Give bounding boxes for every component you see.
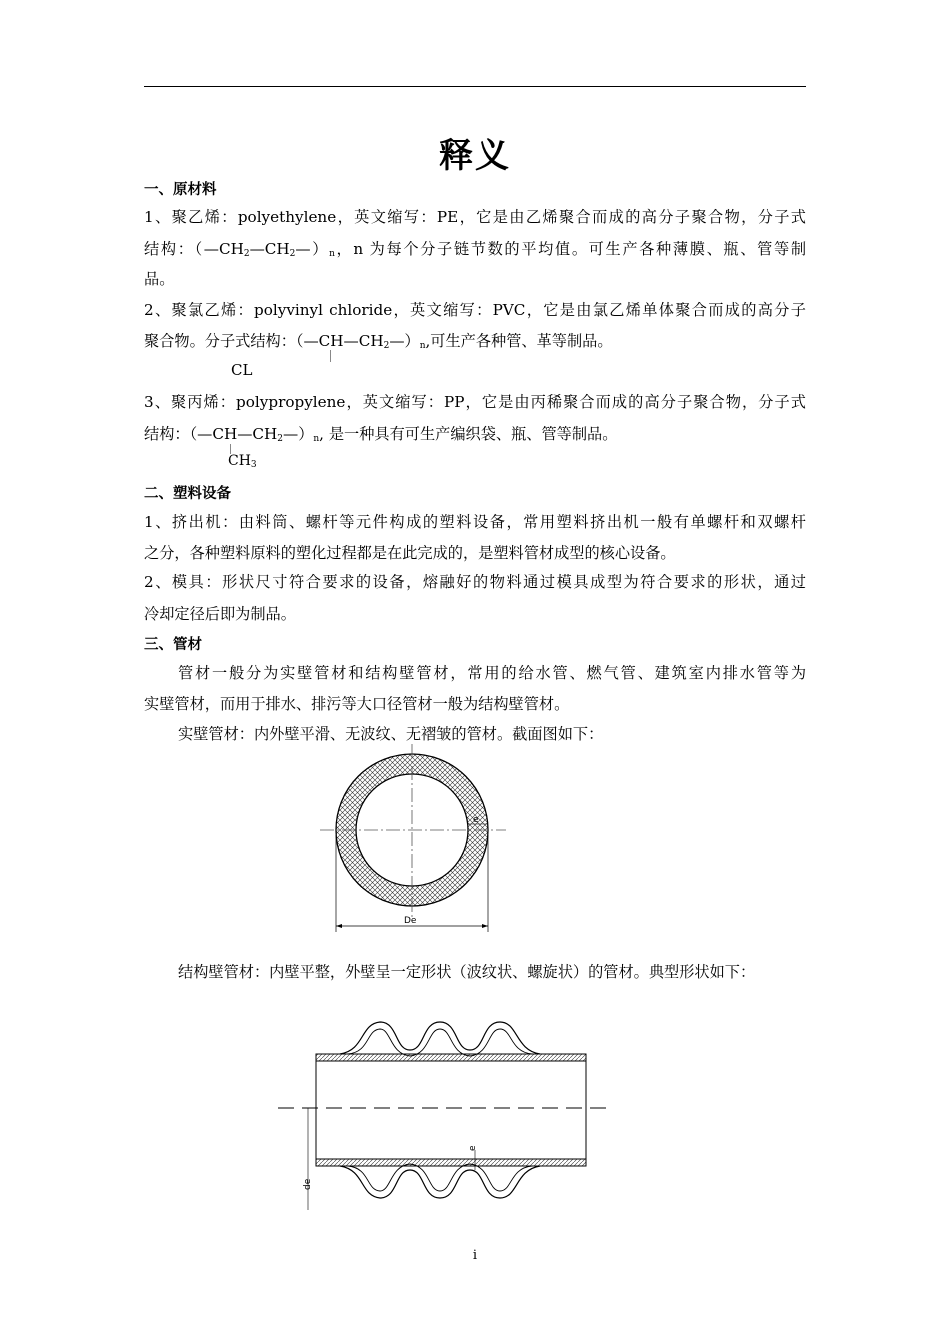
page-title: 释义	[439, 136, 511, 176]
structured-wall-description: 结构壁管材：内壁平整，外壁呈一定形状（波纹状、螺旋状）的管材。典型形状如下：	[178, 963, 756, 981]
pvc-bond-tick	[330, 350, 331, 362]
section-heading-equipment: 二、塑料设备	[144, 486, 231, 502]
fig2-de-label: de	[303, 1178, 313, 1190]
pe-line-1: 1、聚乙烯：polyethylene，英文缩写：PE，它是由乙烯聚合而成的高分子聚合物，分子式	[144, 208, 806, 226]
structured-wall-pipe-figure	[270, 1010, 620, 1210]
pp-line-2: 结构：$(—CH—CH_2—)_n$, 是一种具有可生产编织袋、瓶、管等制品。	[144, 425, 618, 444]
pp-substituent: $CH_3$	[228, 453, 257, 470]
fig1-e-label: e	[473, 815, 479, 825]
section-heading-raw-materials: 一、原材料	[144, 182, 217, 198]
extruder-line-1: 1、挤出机：由料筒、螺杆等元件构成的塑料设备，常用塑料挤出机一般有单螺杆和双螺杆	[144, 513, 806, 531]
solid-wall-cross-section-figure	[310, 740, 530, 940]
section-heading-pipes: 三、管材	[144, 637, 202, 653]
mold-line-1: 2、模具：形状尺寸符合要求的设备，熔融好的物料通过模具成型为符合要求的形状，通过	[144, 573, 806, 591]
pe-line-3: 品。	[144, 270, 175, 288]
pp-line-1: 3、聚丙烯：polypropylene，英文缩写：PP，它是由丙稀聚合而成的高分子聚合物，分子式	[144, 393, 806, 411]
pvc-substituent: CL	[231, 361, 253, 379]
page-number: i	[472, 1248, 478, 1263]
fig2-e-label: e	[468, 1145, 478, 1151]
pipes-line-2: 实壁管材，而用于排水、排污等大口径管材一般为结构壁管材。	[144, 695, 570, 713]
pe-line-2: 结构：$(—CH_2—CH_2—)_n$，n 为每个分子链节数的平均值。可生产各种薄膜、瓶、管等制	[144, 240, 807, 259]
solid-wall-description: 实壁管材：内外壁平滑、无波纹、无褶皱的管材。截面图如下：	[178, 725, 604, 743]
extruder-line-2: 之分，各种塑料原料的塑化过程都是在此完成的，是塑料管材成型的核心设备。	[144, 544, 676, 562]
mold-line-2: 冷却定径后即为制品。	[144, 605, 296, 623]
pvc-line-1: 2、聚氯乙烯：polyvinyl chloride，英文缩写：PVC，它是由氯乙烯单体聚合而成的高分子	[144, 301, 806, 319]
header-rule	[144, 86, 806, 87]
fig1-de-label: De	[404, 916, 417, 926]
pvc-line-2: 聚合物。分子式结构：$(—CH—CH_2—)_n$,可生产各种管、革等制品。	[144, 332, 613, 351]
pipes-line-1: 管材一般分为实壁管材和结构壁管材，常用的给水管、燃气管、建筑室内排水管等为	[178, 664, 806, 682]
